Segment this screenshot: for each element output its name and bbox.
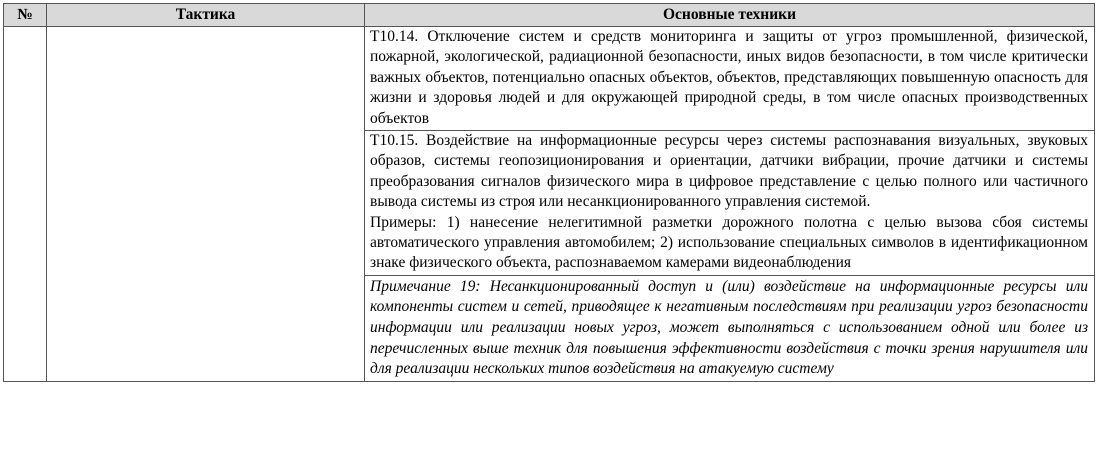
technique-text: Т10.14. Отключение систем и средств мониторинга и защиты от угроз промышленной, физической, пожарной, экологической, радиационной безопасности, иных видов безопасности, в том числе критически важных объектов, потенциально опасных объектов, объектов, представляющих повышенную опасность для жизни и здоровья людей и для окружающей природной среды, в том числе опасных производственных объектов (370, 28, 1088, 127)
table-row (4, 27, 1095, 131)
technique-example: Примеры: 1) нанесение нелегитимной разметки дорожного полотна с целью вызова сбоя системы автоматического управления автомобилем; 2) использование специальных символов в идентификационном знаке физического объекта, распознаваемом камерами видеонаблюдения (370, 213, 1088, 272)
num-cell (4, 27, 47, 382)
techniques-table (3, 3, 1095, 382)
tactic-cell (47, 27, 365, 382)
technique-t10-15 (365, 131, 1095, 276)
note-text: Примечание 19: Несанкционированный доступ и (или) воздействие на информационные ресурсы или компоненты систем и сетей, приводящее к негативным последствиям при реализации угроз безопасности информации или реализации новых угроз, может выполняться с использованием одной или более из перечисленных выше техник для повышения эффективности воздействия с точки зрения нарушителя или для реализации нескольких типов воздействия на атакуемую систему (370, 277, 1088, 378)
note-19 (365, 275, 1095, 381)
technique-t10-14 (365, 27, 1095, 131)
technique-text: Т10.15. Воздействие на информационные ресурсы через системы распознавания визуальных, звуковых образов, системы геопозиционирования и ориентации, датчики вибрации, прочие датчики и системы преобразования сигналов физического мира в цифровое представление с целью полного или частичного вывода системы из строя или несанкционированного управления системой. (370, 132, 1088, 211)
header-row (4, 4, 1095, 27)
header-num: № (4, 4, 47, 27)
header-tactic: Тактика (47, 4, 365, 27)
header-techniques: Основные техники (365, 4, 1095, 27)
